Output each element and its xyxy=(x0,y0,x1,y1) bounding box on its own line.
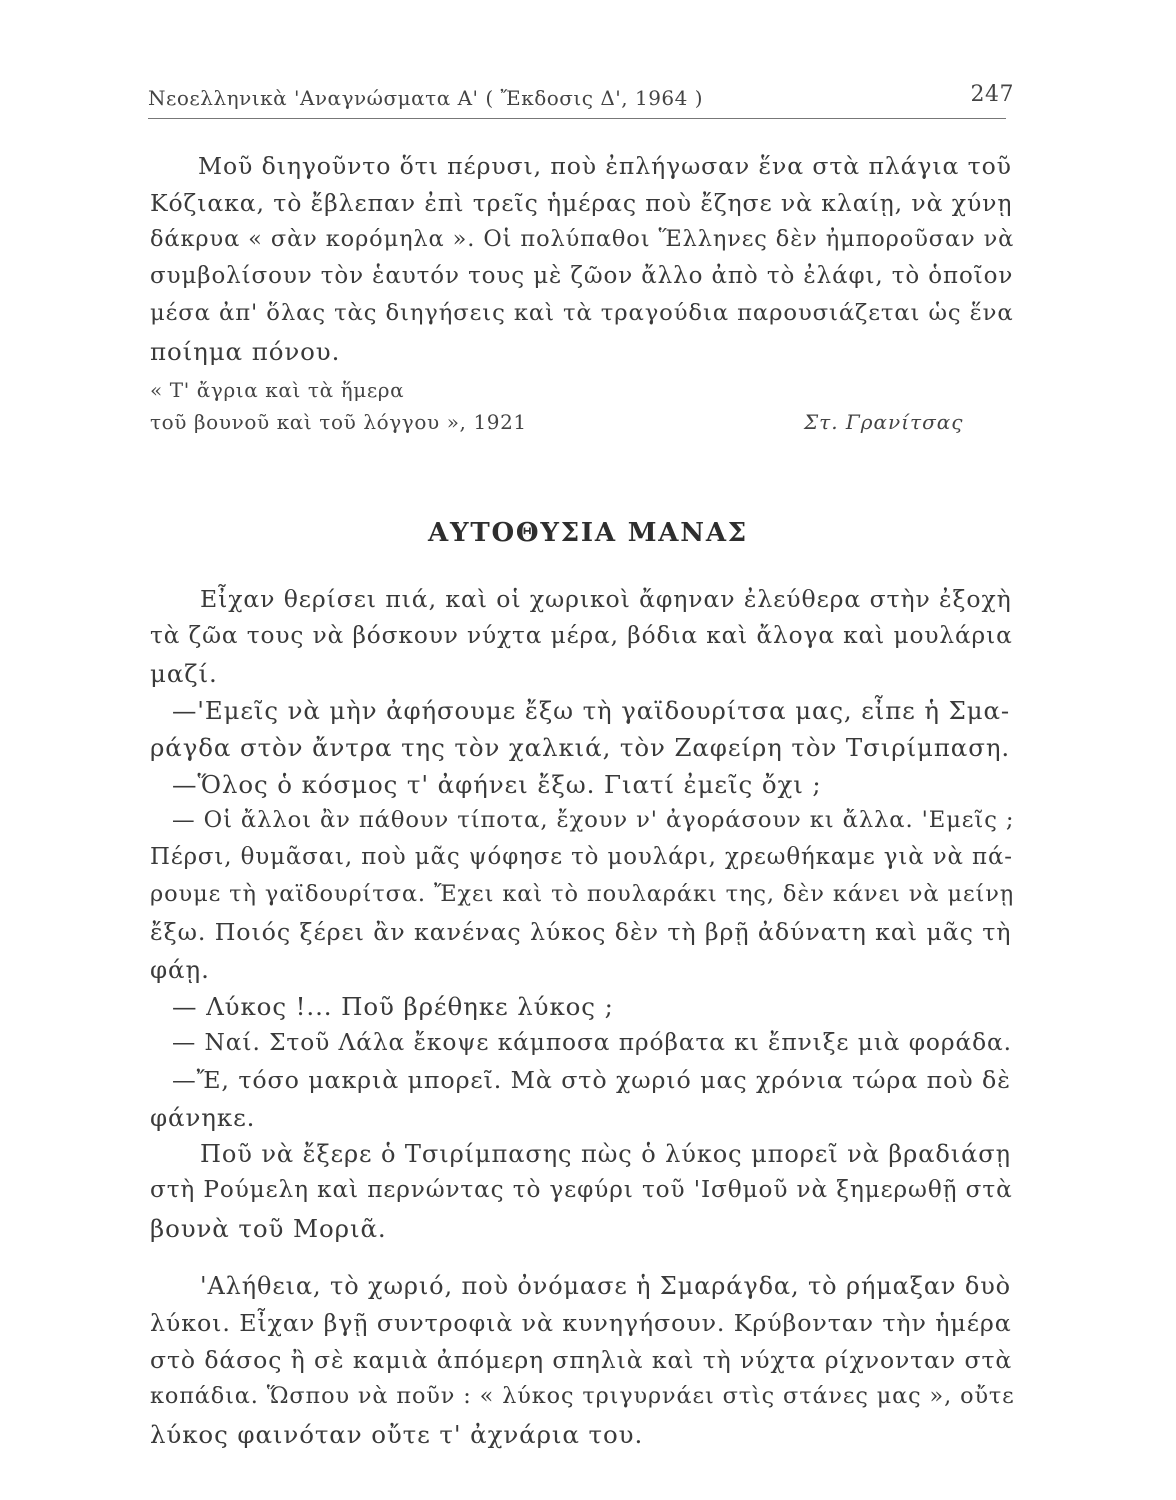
page-number: 247 xyxy=(970,82,1014,107)
story-line: λύκος φαινόταν οὔτε τ' ἀχνάρια του. xyxy=(150,1420,644,1449)
story-line: — Λύκος !... Ποῦ βρέθηκε λύκος ; xyxy=(172,992,614,1021)
story-line: ἔξω. Ποιός ξέρει ἂν κανένας λύκος δὲν τὴ βρῇ ἀδύνατη καὶ μᾶς τὴ xyxy=(150,918,1012,946)
source-title-line: « Τ' ἄγρια καὶ τὰ ἥμερα xyxy=(150,378,405,402)
story-title: ΑΥΤΟΘΥΣΙΑ ΜΑΝΑΣ xyxy=(428,518,748,548)
source-title-line: τοῦ βουνοῦ καὶ τοῦ λόγγου », 1921 xyxy=(150,410,527,434)
page-header xyxy=(148,76,1014,116)
story-line: Πέρσι, θυμᾶσαι, ποὺ μᾶς ψόφησε τὸ μουλάρι, χρεωθήκαμε γιὰ νὰ πά- xyxy=(150,844,1013,870)
story-line: βουνὰ τοῦ Μοριᾶ. xyxy=(150,1214,387,1243)
intro-line: μέσα ἀπ' ὅλας τὰς διηγήσεις καὶ τὰ τραγούδια παρουσιάζεται ὡς ἕνα xyxy=(150,300,1014,326)
story-line: —Ἔ, τόσο μακριὰ μπορεῖ. Μὰ στὸ χωριό μας χρόνια τώρα ποὺ δὲ xyxy=(172,1066,1011,1094)
story-line: τὰ ζῶα τους νὰ βόσκουν νύχτα μέρα, βόδια καὶ ἄλογα καὶ μουλάρια xyxy=(150,622,1013,649)
story-line: Ποῦ νὰ ἔξερε ὁ Τσιρίμπασης πὼς ὁ λύκος μπορεῖ νὰ βραδιάσῃ xyxy=(200,1140,1011,1168)
story-line: —'Εμεῖς νὰ μὴν ἀφήσουμε ἔξω τὴ γαϊδουρίτσα μας, εἶπε ἡ Σμα- xyxy=(172,696,1011,725)
story-line: Εἶχαν θερίσει πιά, καὶ οἱ χωρικοὶ ἄφηναν ἐλεύθερα στὴν ἐξοχὴ xyxy=(200,585,1012,613)
story-line: — Οἱ ἄλλοι ἂν πάθουν τίποτα, ἔχουν ν' ἀγοράσουν κι ἄλλα. 'Εμεῖς ; xyxy=(172,807,1015,833)
intro-line: δάκρυα « σὰν κορόμηλα ». Οἱ πολύπαθοι Ἕλληνες δὲν ἠμποροῦσαν νὰ xyxy=(150,226,1015,252)
story-line: 'Αλήθεια, τὸ χωριό, ποὺ ὀνόμασε ἡ Σμαράγδα, τὸ ρήμαξαν δυὸ xyxy=(200,1272,1012,1300)
intro-line: ποίημα πόνου. xyxy=(150,337,341,366)
story-line: λύκοι. Εἶχαν βγῇ συντροφιὰ νὰ κυνηγήσουν. Κρύβονταν τὴν ἡμέρα xyxy=(150,1309,1012,1337)
intro-line: Μοῦ διηγοῦντο ὅτι πέρυσι, ποὺ ἐπλήγωσαν ἕνα στὰ πλάγια τοῦ xyxy=(198,152,1012,180)
story-line: — Ναί. Στοῦ Λάλα ἔκοψε κάμποσα πρόβατα κι ἔπνιξε μιὰ φοράδα. xyxy=(172,1029,1012,1056)
story-line: στὴ Ρούμελη καὶ περνώντας τὸ γεφύρι τοῦ 'Ισθμοῦ νὰ ξημερωθῇ στὰ xyxy=(150,1177,1013,1203)
running-title: Νεοελληνικὰ 'Αναγνώσματα Α' ( Ἔκδοσις Δ', 1964 ) xyxy=(148,86,704,110)
intro-line: συμβολίσουν τὸν ἑαυτόν τους μὲ ζῶον ἄλλο ἀπὸ τὸ ἐλάφι, τὸ ὁποῖον xyxy=(150,263,1014,289)
story-line: μαζί. xyxy=(150,659,218,688)
story-line: ρουμε τὴ γαϊδουρίτσα. Ἔχει καὶ τὸ πουλαράκι της, δὲν κάνει νὰ μείνῃ xyxy=(150,881,1015,907)
header-rule xyxy=(148,118,1006,119)
author-signature: Στ. Γρανίτσας xyxy=(804,410,964,434)
story-line: φάῃ. xyxy=(150,955,210,984)
story-line: —Ὅλος ὁ κόσμος τ' ἀφήνει ἔξω. Γιατί ἐμεῖς ὄχι ; xyxy=(172,770,822,799)
story-line: φάνηκε. xyxy=(150,1103,256,1132)
story-line: ράγδα στὸν ἄντρα της τὸν χαλκιά, τὸν Ζαφείρη τὸν Τσιρίμπαση. xyxy=(150,733,1011,762)
intro-line: Κόζιακα, τὸ ἔβλεπαν ἐπὶ τρεῖς ἡμέρας ποὺ ἔζησε νὰ κλαίῃ, νὰ χύνῃ xyxy=(150,189,1013,217)
story-line: στὸ δάσος ἢ σὲ καμιὰ ἀπόμερη σπηλιὰ καὶ τὴ νύχτα ρίχνονταν στὰ xyxy=(150,1346,1013,1374)
story-line: κοπάδια. Ὥσπου νὰ ποῦν : « λύκος τριγυρνάει στὶς στάνες μας », οὔτε xyxy=(150,1383,1015,1409)
